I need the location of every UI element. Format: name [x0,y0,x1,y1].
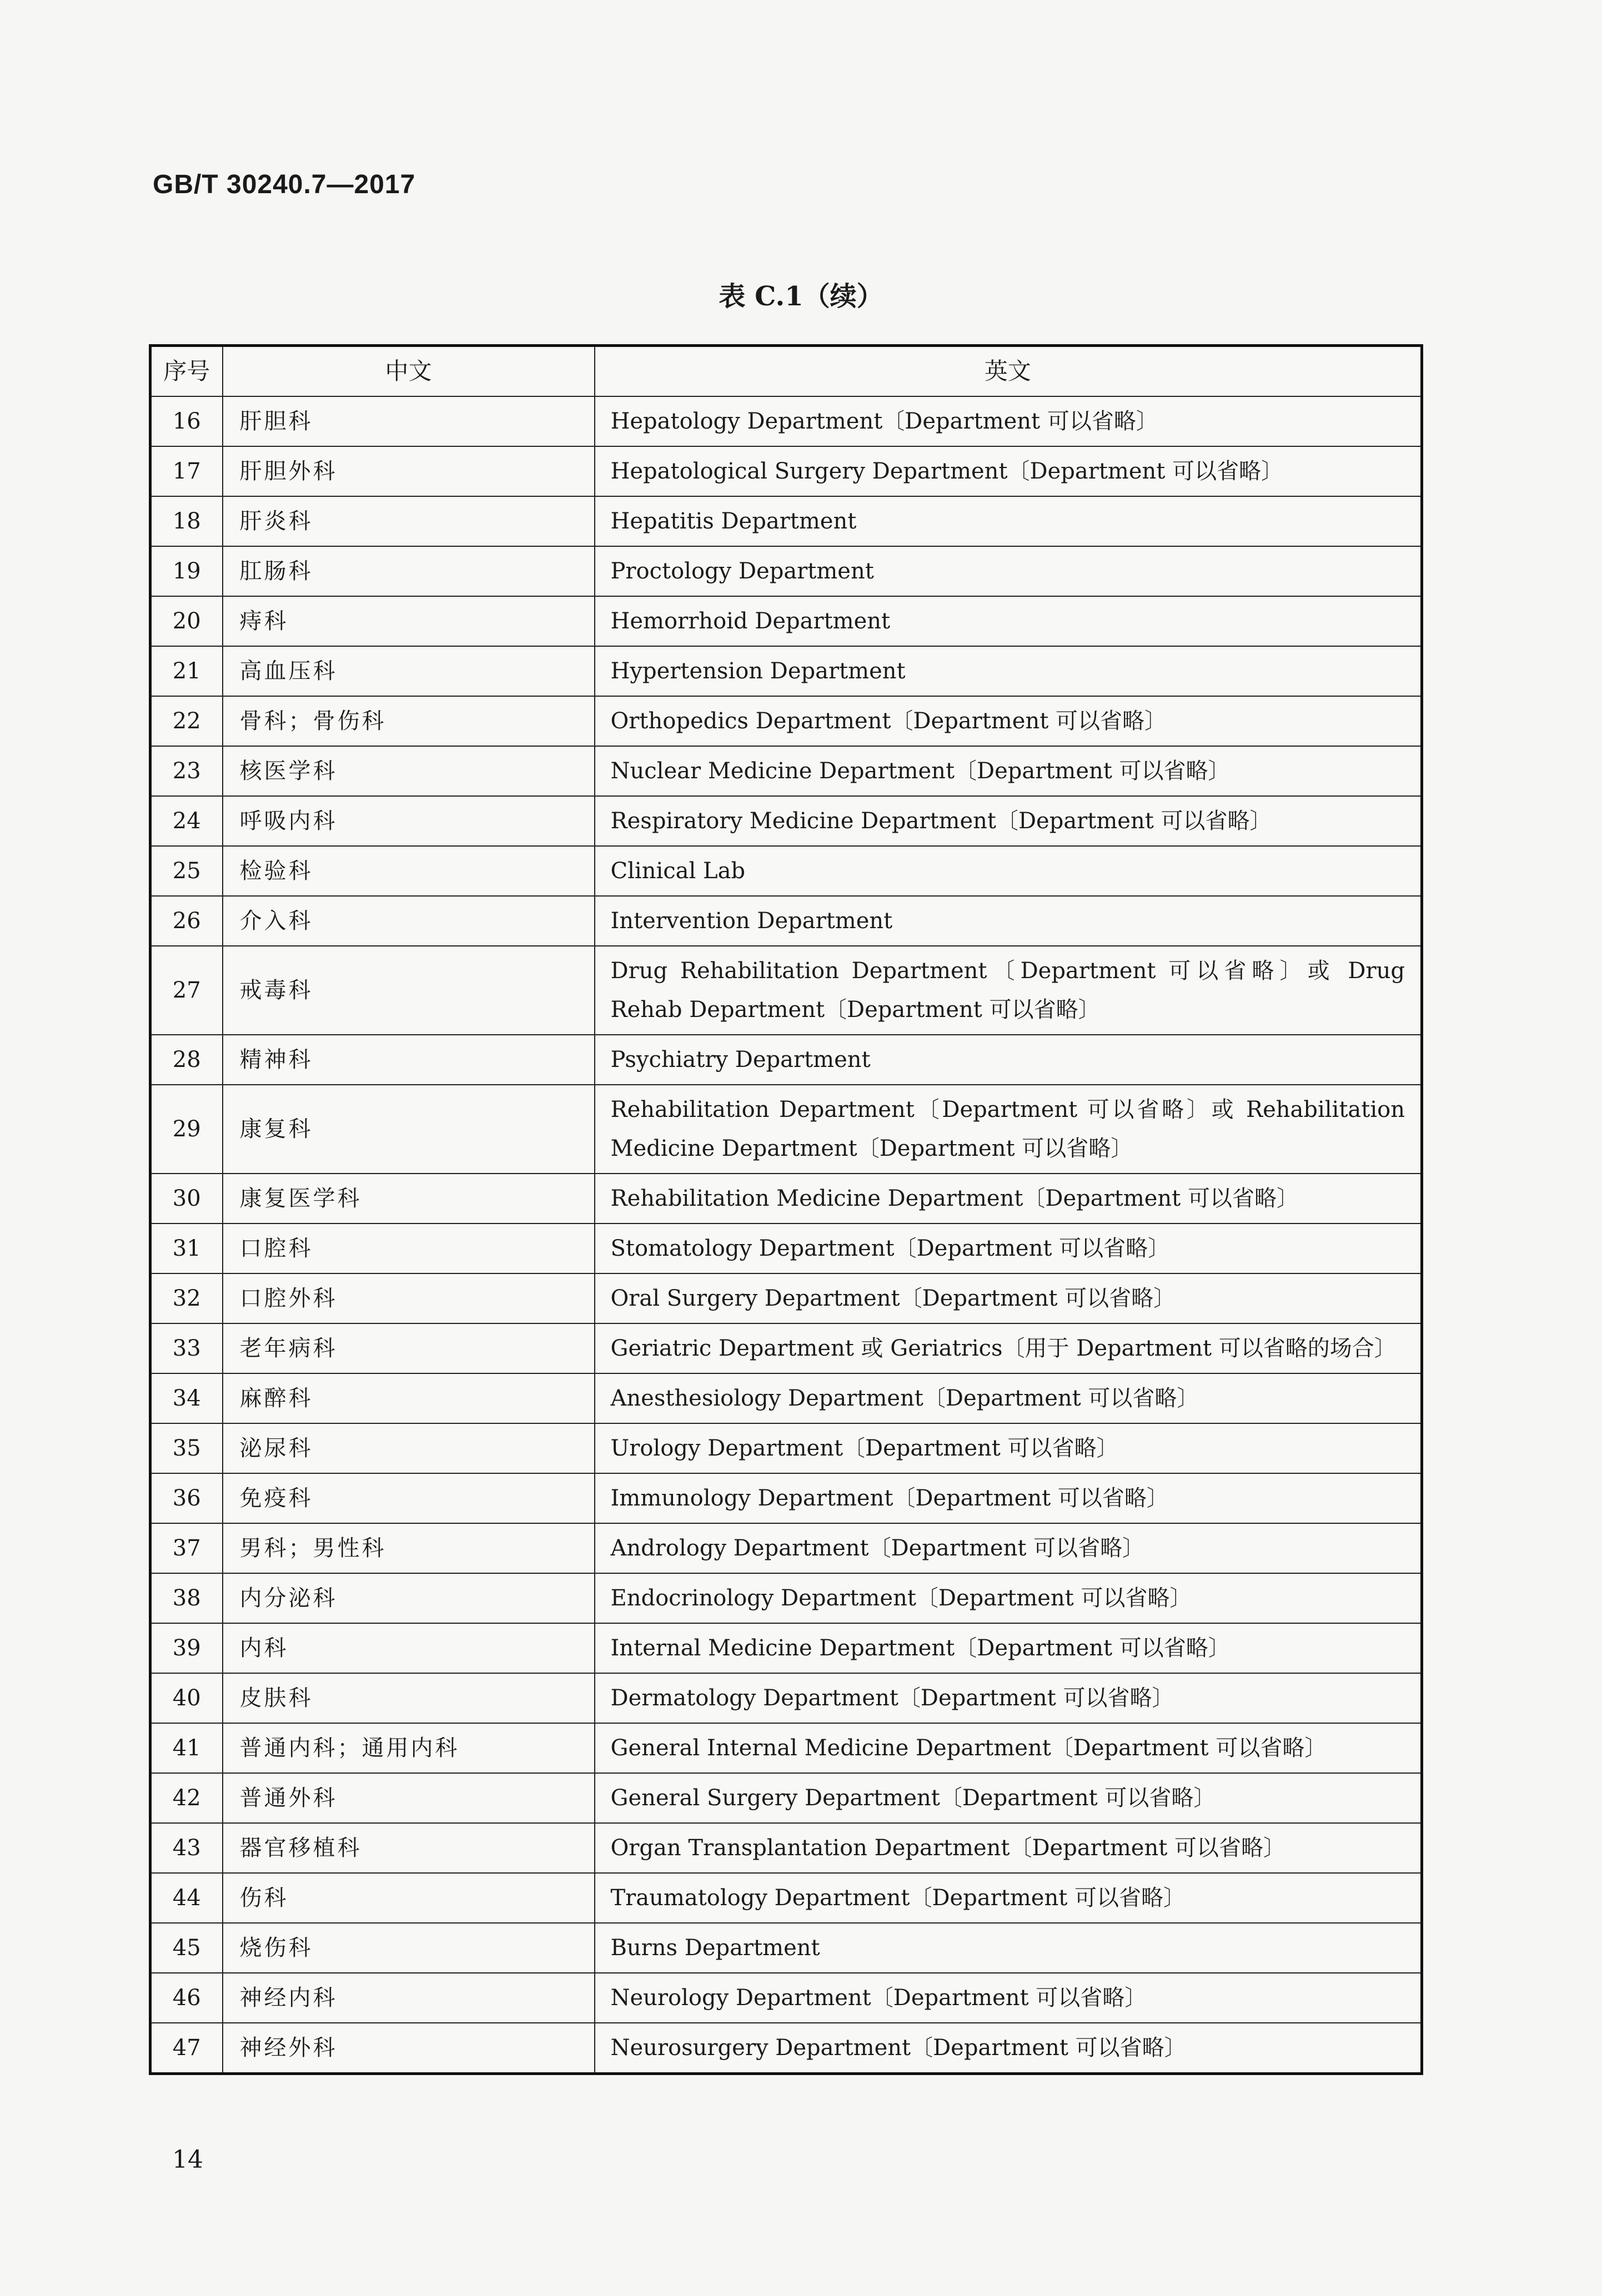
english-name-cell: Internal Medicine Department〔Department 可以省略〕 [595,1623,1422,1673]
english-name-cell: Intervention Department [595,896,1422,946]
chinese-name-cell: 泌尿科 [223,1423,595,1473]
row-number-cell: 45 [150,1923,223,1973]
chinese-name-cell: 烧伤科 [223,1923,595,1973]
chinese-name-cell: 麻醉科 [223,1373,595,1423]
row-number-cell: 23 [150,746,223,796]
chinese-name-cell: 骨科；骨伤科 [223,696,595,746]
table-row [150,2023,1422,2074]
chinese-name-cell: 肝胆科 [223,396,595,446]
row-number-cell: 17 [150,446,223,496]
row-number-cell: 33 [150,1323,223,1373]
table-row [150,446,1422,496]
chinese-name-cell: 器官移植科 [223,1823,595,1873]
chinese-name-cell: 神经内科 [223,1973,595,2023]
row-number-cell: 22 [150,696,223,746]
chinese-name-cell: 口腔科 [223,1223,595,1273]
english-name-cell: Hemorrhoid Department [595,596,1422,646]
table-row [150,946,1422,1035]
table-row [150,1174,1422,1223]
chinese-name-cell: 康复医学科 [223,1174,595,1223]
table-row [150,1423,1422,1473]
row-number-cell: 29 [150,1085,223,1174]
row-number-cell: 35 [150,1423,223,1473]
chinese-name-cell: 高血压科 [223,646,595,696]
row-number-cell: 26 [150,896,223,946]
english-name-cell: Oral Surgery Department〔Department 可以省略〕 [595,1273,1422,1323]
chinese-name-cell: 内科 [223,1623,595,1673]
chinese-name-cell: 呼吸内科 [223,796,595,846]
table-body [150,396,1422,2074]
english-name-cell: Hepatology Department〔Department 可以省略〕 [595,396,1422,446]
row-number-cell: 44 [150,1873,223,1923]
english-name-cell: Hypertension Department [595,646,1422,696]
english-name-cell: Traumatology Department〔Department 可以省略〕 [595,1873,1422,1923]
english-name-cell: Stomatology Department〔Department 可以省略〕 [595,1223,1422,1273]
table-row [150,1085,1422,1174]
english-name-cell: Rehabilitation Medicine Department〔Department 可以省略〕 [595,1174,1422,1223]
table-row [150,796,1422,846]
row-number-cell: 47 [150,2023,223,2074]
row-number-cell: 42 [150,1773,223,1823]
table-row [150,746,1422,796]
english-name-cell: Anesthesiology Department〔Department 可以省略〕 [595,1373,1422,1423]
chinese-name-cell: 男科；男性科 [223,1523,595,1573]
table-row [150,696,1422,746]
table-row [150,1323,1422,1373]
chinese-name-cell: 口腔外科 [223,1273,595,1323]
table-row [150,496,1422,546]
department-table [149,344,1423,2075]
row-number-cell: 41 [150,1723,223,1773]
row-number-cell: 30 [150,1174,223,1223]
row-number-cell: 43 [150,1823,223,1873]
english-name-cell: General Surgery Department〔Department 可以省略〕 [595,1773,1422,1823]
table-row [150,1473,1422,1523]
english-name-cell: Respiratory Medicine Department〔Department 可以省略〕 [595,796,1422,846]
chinese-name-cell: 肝炎科 [223,496,595,546]
chinese-name-cell: 老年病科 [223,1323,595,1373]
table-row [150,1673,1422,1723]
english-name-cell: Urology Department〔Department 可以省略〕 [595,1423,1422,1473]
table-header-row [150,346,1422,397]
english-name-cell: Dermatology Department〔Department 可以省略〕 [595,1673,1422,1723]
english-name-cell: Geriatric Department 或 Geriatrics〔用于 Department 可以省略的场合〕 [595,1323,1422,1373]
table-row [150,1723,1422,1773]
row-number-cell: 31 [150,1223,223,1273]
english-name-cell: Endocrinology Department〔Department 可以省略〕 [595,1573,1422,1623]
english-name-cell: Orthopedics Department〔Department 可以省略〕 [595,696,1422,746]
row-number-cell: 40 [150,1673,223,1723]
column-header-no: 序号 [150,346,223,397]
chinese-name-cell: 伤科 [223,1873,595,1923]
chinese-name-cell: 内分泌科 [223,1573,595,1623]
table-row [150,1035,1422,1085]
chinese-name-cell: 戒毒科 [223,946,595,1035]
english-name-cell: Organ Transplantation Department〔Department 可以省略〕 [595,1823,1422,1873]
english-name-cell: Clinical Lab [595,846,1422,896]
row-number-cell: 37 [150,1523,223,1573]
chinese-name-cell: 核医学科 [223,746,595,796]
table-row [150,1223,1422,1273]
page-number: 14 [172,2146,203,2174]
english-name-cell: Drug Rehabilitation Department〔Department 可以省略〕或 Drug Rehab Department〔Department 可以省略〕 [595,946,1422,1035]
table-row [150,596,1422,646]
english-name-cell: Nuclear Medicine Department〔Department 可以省略〕 [595,746,1422,796]
chinese-name-cell: 介入科 [223,896,595,946]
chinese-name-cell: 普通外科 [223,1773,595,1823]
standard-number: GB/T 30240.7—2017 [153,170,416,199]
table-row [150,1923,1422,1973]
english-name-cell: Andrology Department〔Department 可以省略〕 [595,1523,1422,1573]
row-number-cell: 32 [150,1273,223,1323]
table-row [150,1873,1422,1923]
row-number-cell: 36 [150,1473,223,1523]
english-name-cell: Immunology Department〔Department 可以省略〕 [595,1473,1422,1523]
english-name-cell: Psychiatry Department [595,1035,1422,1085]
english-name-cell: Neurology Department〔Department 可以省略〕 [595,1973,1422,2023]
column-header-chinese: 中文 [223,346,595,397]
row-number-cell: 46 [150,1973,223,2023]
row-number-cell: 38 [150,1573,223,1623]
table-row [150,1823,1422,1873]
chinese-name-cell: 痔科 [223,596,595,646]
row-number-cell: 28 [150,1035,223,1085]
english-name-cell: Proctology Department [595,546,1422,596]
table-row [150,396,1422,446]
english-name-cell: Hepatitis Department [595,496,1422,546]
english-name-cell: Neurosurgery Department〔Department 可以省略〕 [595,2023,1422,2074]
row-number-cell: 27 [150,946,223,1035]
table-row [150,1573,1422,1623]
table-row [150,546,1422,596]
english-name-cell: Hepatological Surgery Department〔Department 可以省略〕 [595,446,1422,496]
english-name-cell: Rehabilitation Department〔Department 可以省略〕或 Rehabilitation Medicine Department〔Department 可以省略〕 [595,1085,1422,1174]
chinese-name-cell: 肝胆外科 [223,446,595,496]
table-row [150,646,1422,696]
english-name-cell: Burns Department [595,1923,1422,1973]
chinese-name-cell: 免疫科 [223,1473,595,1523]
row-number-cell: 24 [150,796,223,846]
row-number-cell: 39 [150,1623,223,1673]
chinese-name-cell: 检验科 [223,846,595,896]
chinese-name-cell: 神经外科 [223,2023,595,2074]
chinese-name-cell: 精神科 [223,1035,595,1085]
table-row [150,1973,1422,2023]
table-row [150,846,1422,896]
column-header-english: 英文 [595,346,1422,397]
chinese-name-cell: 普通内科；通用内科 [223,1723,595,1773]
chinese-name-cell: 皮肤科 [223,1673,595,1723]
table-row [150,1773,1422,1823]
row-number-cell: 20 [150,596,223,646]
table-row [150,1523,1422,1573]
table-row [150,896,1422,946]
table-row [150,1273,1422,1323]
row-number-cell: 18 [150,496,223,546]
english-name-cell: General Internal Medicine Department〔Department 可以省略〕 [595,1723,1422,1773]
chinese-name-cell: 康复科 [223,1085,595,1174]
chinese-name-cell: 肛肠科 [223,546,595,596]
row-number-cell: 21 [150,646,223,696]
table-row [150,1373,1422,1423]
table-caption: 表 C.1（续） [719,281,883,312]
row-number-cell: 16 [150,396,223,446]
row-number-cell: 34 [150,1373,223,1423]
row-number-cell: 19 [150,546,223,596]
row-number-cell: 25 [150,846,223,896]
table-row [150,1623,1422,1673]
